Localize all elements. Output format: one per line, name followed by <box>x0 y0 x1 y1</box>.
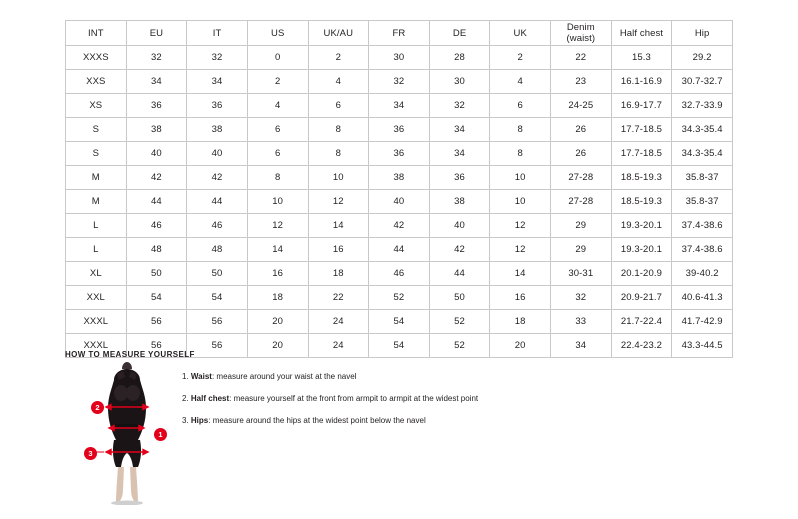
cell-hip: 43.3-44.5 <box>672 334 733 358</box>
table-row <box>66 310 733 334</box>
table-row <box>66 238 733 262</box>
cell-eu: 34 <box>126 70 187 94</box>
cell-uk-au: 22 <box>308 286 369 310</box>
cell-eu: 38 <box>126 118 187 142</box>
cell-eu: 56 <box>126 334 187 358</box>
size-chart-table <box>65 20 733 358</box>
instruction-hips <box>182 410 602 432</box>
cell-hip: 40.6-41.3 <box>672 286 733 310</box>
cell-us: 0 <box>247 46 308 70</box>
cell-de: 28 <box>429 46 490 70</box>
cell-fr: 46 <box>369 262 430 286</box>
cell-int: L <box>66 238 127 262</box>
cell-it: 34 <box>187 70 248 94</box>
measurement-figure <box>80 360 180 505</box>
cell-uk: 10 <box>490 190 551 214</box>
cell-eu: 50 <box>126 262 187 286</box>
cell-half-chest: 16.1-16.9 <box>611 70 672 94</box>
cell-us: 8 <box>247 166 308 190</box>
cell-hip: 39-40.2 <box>672 262 733 286</box>
cell-half-chest: 18.5-19.3 <box>611 166 672 190</box>
instruction-text: : measure yourself at the front from armpit to armpit at the widest point <box>229 394 479 403</box>
cell-int: XXL <box>66 286 127 310</box>
cell-eu: 42 <box>126 166 187 190</box>
instruction-half-chest <box>182 388 602 410</box>
cell-half-chest: 17.7-18.5 <box>611 118 672 142</box>
cell-uk-au: 16 <box>308 238 369 262</box>
column-header-de: DE <box>429 21 490 46</box>
cell-de: 34 <box>429 142 490 166</box>
cell-eu: 36 <box>126 94 187 118</box>
cell-denim-waist: 32 <box>551 286 612 310</box>
size-chart-container <box>65 20 733 358</box>
cell-de: 30 <box>429 70 490 94</box>
cell-de: 36 <box>429 166 490 190</box>
cell-eu: 32 <box>126 46 187 70</box>
cell-us: 4 <box>247 94 308 118</box>
column-header-eu: EU <box>126 21 187 46</box>
cell-it: 32 <box>187 46 248 70</box>
table-row <box>66 190 733 214</box>
cell-denim-waist: 30-31 <box>551 262 612 286</box>
cell-int: S <box>66 118 127 142</box>
cell-uk: 16 <box>490 286 551 310</box>
cell-us: 18 <box>247 286 308 310</box>
cell-denim-waist: 24-25 <box>551 94 612 118</box>
how-to-measure-title: HOW TO MEASURE YOURSELF <box>65 350 195 359</box>
cell-hip: 35.8-37 <box>672 166 733 190</box>
cell-fr: 42 <box>369 214 430 238</box>
cell-it: 38 <box>187 118 248 142</box>
cell-uk: 18 <box>490 310 551 334</box>
cell-de: 44 <box>429 262 490 286</box>
cell-us: 20 <box>247 310 308 334</box>
cell-uk: 2 <box>490 46 551 70</box>
table-row <box>66 142 733 166</box>
cell-de: 52 <box>429 310 490 334</box>
cell-uk: 12 <box>490 214 551 238</box>
cell-it: 54 <box>187 286 248 310</box>
cell-it: 56 <box>187 310 248 334</box>
cell-us: 12 <box>247 214 308 238</box>
instruction-term: Half chest <box>190 394 230 403</box>
cell-hip: 34.3-35.4 <box>672 118 733 142</box>
cell-it: 40 <box>187 142 248 166</box>
column-header-us: US <box>247 21 308 46</box>
table-row <box>66 94 733 118</box>
badge-hips: 3 <box>84 447 97 460</box>
cell-uk-au: 24 <box>308 334 369 358</box>
cell-hip: 29.2 <box>672 46 733 70</box>
column-header-int: INT <box>66 21 127 46</box>
table-row <box>66 46 733 70</box>
cell-half-chest: 19.3-20.1 <box>611 238 672 262</box>
cell-denim-waist: 33 <box>551 310 612 334</box>
cell-fr: 36 <box>369 142 430 166</box>
cell-int: XXXL <box>66 310 127 334</box>
cell-de: 50 <box>429 286 490 310</box>
cell-de: 34 <box>429 118 490 142</box>
cell-eu: 44 <box>126 190 187 214</box>
cell-uk-au: 4 <box>308 70 369 94</box>
cell-denim-waist: 26 <box>551 142 612 166</box>
table-row <box>66 262 733 286</box>
cell-it: 42 <box>187 166 248 190</box>
cell-int: XXXS <box>66 46 127 70</box>
cell-fr: 40 <box>369 190 430 214</box>
cell-denim-waist: 27-28 <box>551 166 612 190</box>
cell-eu: 54 <box>126 286 187 310</box>
cell-int: XXXL <box>66 334 127 358</box>
cell-hip: 30.7-32.7 <box>672 70 733 94</box>
cell-denim-waist: 27-28 <box>551 190 612 214</box>
cell-fr: 38 <box>369 166 430 190</box>
cell-denim-waist: 34 <box>551 334 612 358</box>
table-header-row <box>66 21 733 46</box>
cell-hip: 37.4-38.6 <box>672 238 733 262</box>
cell-fr: 30 <box>369 46 430 70</box>
cell-fr: 34 <box>369 94 430 118</box>
mannequin-body <box>108 362 146 505</box>
column-header-half-chest: Half chest <box>611 21 672 46</box>
cell-uk-au: 24 <box>308 310 369 334</box>
badge-half-chest: 2 <box>91 401 104 414</box>
cell-uk-au: 8 <box>308 142 369 166</box>
instruction-waist <box>182 366 602 388</box>
cell-us: 2 <box>247 70 308 94</box>
cell-eu: 56 <box>126 310 187 334</box>
cell-us: 6 <box>247 118 308 142</box>
cell-half-chest: 19.3-20.1 <box>611 214 672 238</box>
cell-uk: 12 <box>490 238 551 262</box>
table-row <box>66 70 733 94</box>
cell-fr: 44 <box>369 238 430 262</box>
cell-it: 48 <box>187 238 248 262</box>
column-header-uk: UK <box>490 21 551 46</box>
cell-fr: 36 <box>369 118 430 142</box>
cell-half-chest: 15.3 <box>611 46 672 70</box>
cell-denim-waist: 23 <box>551 70 612 94</box>
cell-half-chest: 17.7-18.5 <box>611 142 672 166</box>
cell-uk: 14 <box>490 262 551 286</box>
cell-int: XL <box>66 262 127 286</box>
cell-us: 16 <box>247 262 308 286</box>
cell-de: 52 <box>429 334 490 358</box>
cell-it: 50 <box>187 262 248 286</box>
cell-uk-au: 18 <box>308 262 369 286</box>
size-chart-header <box>66 21 733 46</box>
cell-uk: 6 <box>490 94 551 118</box>
cell-uk-au: 8 <box>308 118 369 142</box>
table-row <box>66 214 733 238</box>
size-chart-body <box>66 46 733 358</box>
cell-uk-au: 2 <box>308 46 369 70</box>
cell-half-chest: 21.7-22.4 <box>611 310 672 334</box>
cell-half-chest: 20.1-20.9 <box>611 262 672 286</box>
cell-eu: 40 <box>126 142 187 166</box>
table-row <box>66 286 733 310</box>
cell-de: 32 <box>429 94 490 118</box>
column-header-uk-au: UK/AU <box>308 21 369 46</box>
cell-hip: 35.8-37 <box>672 190 733 214</box>
cell-int: XS <box>66 94 127 118</box>
cell-fr: 32 <box>369 70 430 94</box>
table-row <box>66 166 733 190</box>
cell-it: 46 <box>187 214 248 238</box>
column-header-denim-waist: Denim (waist) <box>551 21 612 46</box>
cell-us: 10 <box>247 190 308 214</box>
cell-hip: 34.3-35.4 <box>672 142 733 166</box>
instruction-number: 2. <box>182 394 189 403</box>
cell-uk: 20 <box>490 334 551 358</box>
instruction-number: 3. <box>182 416 189 425</box>
cell-int: M <box>66 166 127 190</box>
column-header-hip: Hip <box>672 21 733 46</box>
cell-int: M <box>66 190 127 214</box>
cell-hip: 32.7-33.9 <box>672 94 733 118</box>
column-header-it: IT <box>187 21 248 46</box>
cell-de: 40 <box>429 214 490 238</box>
cell-uk: 8 <box>490 118 551 142</box>
cell-fr: 54 <box>369 310 430 334</box>
cell-it: 36 <box>187 94 248 118</box>
instruction-term: Waist <box>190 372 212 381</box>
cell-uk: 4 <box>490 70 551 94</box>
cell-denim-waist: 26 <box>551 118 612 142</box>
cell-uk: 8 <box>490 142 551 166</box>
cell-half-chest: 22.4-23.2 <box>611 334 672 358</box>
cell-eu: 48 <box>126 238 187 262</box>
cell-it: 44 <box>187 190 248 214</box>
cell-uk-au: 6 <box>308 94 369 118</box>
cell-eu: 46 <box>126 214 187 238</box>
cell-denim-waist: 29 <box>551 238 612 262</box>
cell-uk-au: 12 <box>308 190 369 214</box>
cell-de: 38 <box>429 190 490 214</box>
cell-int: S <box>66 142 127 166</box>
cell-uk: 10 <box>490 166 551 190</box>
cell-int: L <box>66 214 127 238</box>
table-row <box>66 118 733 142</box>
cell-uk-au: 10 <box>308 166 369 190</box>
cell-hip: 37.4-38.6 <box>672 214 733 238</box>
cell-denim-waist: 22 <box>551 46 612 70</box>
instruction-term: Hips <box>190 416 209 425</box>
cell-de: 42 <box>429 238 490 262</box>
cell-half-chest: 18.5-19.3 <box>611 190 672 214</box>
column-header-fr: FR <box>369 21 430 46</box>
cell-it: 56 <box>187 334 248 358</box>
instruction-text: : measure around your waist at the navel <box>211 372 357 381</box>
cell-denim-waist: 29 <box>551 214 612 238</box>
badge-waist: 1 <box>154 428 167 441</box>
measure-instructions <box>182 366 602 432</box>
cell-fr: 52 <box>369 286 430 310</box>
instruction-text: : measure around the hips at the widest point below the navel <box>208 416 426 425</box>
instruction-number: 1. <box>182 372 189 381</box>
cell-hip: 41.7-42.9 <box>672 310 733 334</box>
cell-uk-au: 14 <box>308 214 369 238</box>
cell-us: 14 <box>247 238 308 262</box>
cell-half-chest: 16.9-17.7 <box>611 94 672 118</box>
cell-half-chest: 20.9-21.7 <box>611 286 672 310</box>
cell-int: XXS <box>66 70 127 94</box>
cell-us: 6 <box>247 142 308 166</box>
cell-fr: 54 <box>369 334 430 358</box>
cell-us: 20 <box>247 334 308 358</box>
